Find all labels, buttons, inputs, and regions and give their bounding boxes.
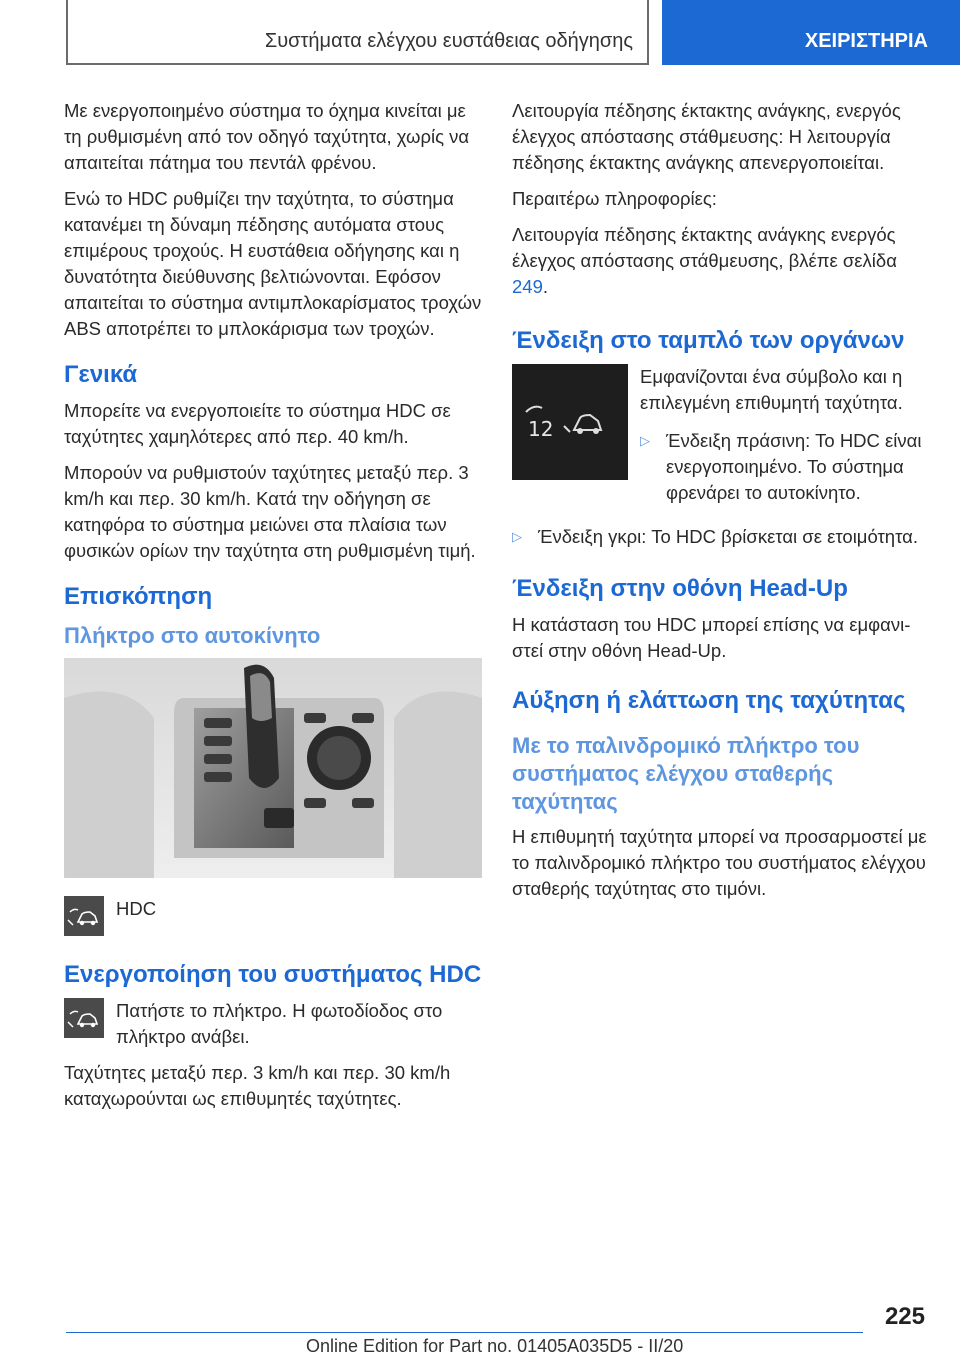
paragraph: Εμφανίζονται ένα σύμβολο και η επιλεγμένη επιθυμητή ταχύτητα. bbox=[640, 366, 903, 413]
center-console-illustration bbox=[64, 658, 482, 878]
page-number: 225 bbox=[884, 1303, 925, 1330]
paragraph: Λειτουργία πέδησης έκτακτης ανάγκης ενεργός έλεγχος απόστασης στάθμευσης, βλέπε σελίδα 249. bbox=[512, 224, 897, 297]
cluster-display-image bbox=[512, 364, 628, 480]
heading-button-in-car: Πλήκτρο στο αυτοκίνητο bbox=[64, 623, 321, 648]
hdc-button-icon bbox=[64, 896, 104, 936]
heading-instrument-cluster: Ένδειξη στο ταμπλό των οργάνων bbox=[512, 327, 905, 354]
heading-speed-adjust: Αύξηση ή ελάττωση της ταχύτητας bbox=[512, 687, 906, 714]
triangle-bullet-icon: ▷ bbox=[512, 529, 522, 544]
cluster-description bbox=[640, 364, 930, 516]
section-tab[interactable] bbox=[662, 0, 960, 65]
right-column bbox=[512, 98, 930, 912]
heading-overview: Επισκόπηση bbox=[64, 583, 213, 610]
footer-edition: Online Edition for Part no. 01405A035D5 - II/20 bbox=[306, 1336, 684, 1356]
heading-activate-hdc: Ενεργοποίηση του συστήματος HDC bbox=[64, 961, 482, 988]
activate-icon-row bbox=[64, 998, 482, 1050]
bullet-text: Ένδειξη γκρι: Το HDC βρίσκεται σε ετοιμότητα. bbox=[538, 526, 918, 547]
paragraph: Ταχύτητες μεταξύ περ. 3 km/h και περ. 30 km/h καταχωρούνται ως επιθυμητές ταχύτητες. bbox=[64, 1062, 451, 1109]
paragraph: Λειτουργία πέδησης έκτακτης ανάγκης, ενεργός έλεγχος απόστασης στάθμευσης: Η λειτουργία πέδησης έκτακτης ανάγκης απενεργοποιείται. bbox=[512, 100, 901, 173]
heading-rocker-switch: Με το παλινδρομικό πλήκτρο του συστήματος ελέγχου σταθερής ταχύτητας bbox=[512, 733, 860, 814]
paragraph: Ενώ το HDC ρυθμίζει την ταχύτητα, το σύστημα κατανέμει τη δύναμη πέδησης αυτόματα στους επιμέρους τροχούς. Η ευστάθεια οδήγησης και η δυνατότητα διεύθυνσης βελτιώνονται. Εφόσον απαιτείται το σύστημα αντιμπλοκαρίσματος τροχών ABS αποτρέπει το μπλοκάρισμα των τροχών. bbox=[64, 188, 482, 339]
triangle-bullet-icon: ▷ bbox=[640, 433, 650, 448]
paragraph: Η κατάσταση του HDC μπορεί επίσης να εμφανιστεί στην οθόνη Head-Up. bbox=[512, 614, 911, 661]
header-title: Συστήματα ελέγχου ευστάθειας οδήγησης bbox=[264, 30, 633, 52]
cross-reference-text: Λειτουργία πέδησης έκτακτης ανάγκης ενεργός έλεγχος απόστασης στάθμευσης, βλέπε σελίδα bbox=[512, 224, 897, 271]
heading-general: Γενικά bbox=[64, 361, 138, 388]
activate-text: Πατήστε το πλήκτρο. Η φωτοδίοδος στο πλήκτρο ανάβει. bbox=[116, 1000, 443, 1047]
footer-divider bbox=[66, 1332, 863, 1333]
hdc-icon-row bbox=[64, 896, 482, 936]
paragraph: Μπορούν να ρυθμιστούν ταχύτητες μεταξύ περ. 3 km/h και περ. 30 km/h. Κατά την οδήγηση σε κατηφόρα το σύστημα μειώνει στα πλαίσια των φυσικών ορίων την ταχύτητα στη ρυθμισμένη τιμή. bbox=[64, 462, 476, 561]
section-tab-label: ΧΕΙΡΙΣΤΗΡΙΑ bbox=[804, 30, 928, 52]
header-box bbox=[66, 0, 649, 65]
bullet-text: Ένδειξη πράσινη: Το HDC είναι ενεργοποιημένο. Το σύστημα φρενάρει το αυτοκίνητο. bbox=[666, 430, 922, 503]
cluster-indicator-row bbox=[512, 364, 930, 516]
bullet-item bbox=[640, 428, 930, 506]
paragraph: Η επιθυμητή ταχύτητα μπορεί να προσαρμοστεί με το παλινδρομικό πλήκτρο του συστήματος ελέγχου σταθερής ταχύτητας στο τιμόνι. bbox=[512, 826, 927, 899]
heading-head-up: Ένδειξη στην οθόνη Head-Up bbox=[512, 575, 848, 602]
paragraph: Μπορείτε να ενεργοποιείτε το σύστημα HDC σε ταχύτητες χαμηλότερες από περ. 40 km/h. bbox=[64, 400, 451, 447]
page-link[interactable]: 249 bbox=[512, 276, 543, 297]
center-console-photo bbox=[64, 658, 482, 878]
hdc-button-icon bbox=[64, 998, 104, 1038]
hdc-label: HDC bbox=[116, 898, 157, 919]
left-column bbox=[64, 98, 482, 1122]
paragraph: Περαιτέρω πληροφορίες: bbox=[512, 188, 717, 209]
cluster-speed-number: 12 bbox=[528, 417, 554, 441]
paragraph: Με ενεργοποιημένο σύστημα το όχημα κινείται με τη ρυθμισμένη από τον οδηγό ταχύτητα, χωρίς να απαιτείται πάτημα του πεντάλ φρένου. bbox=[64, 100, 470, 173]
bullet-item bbox=[512, 524, 930, 550]
